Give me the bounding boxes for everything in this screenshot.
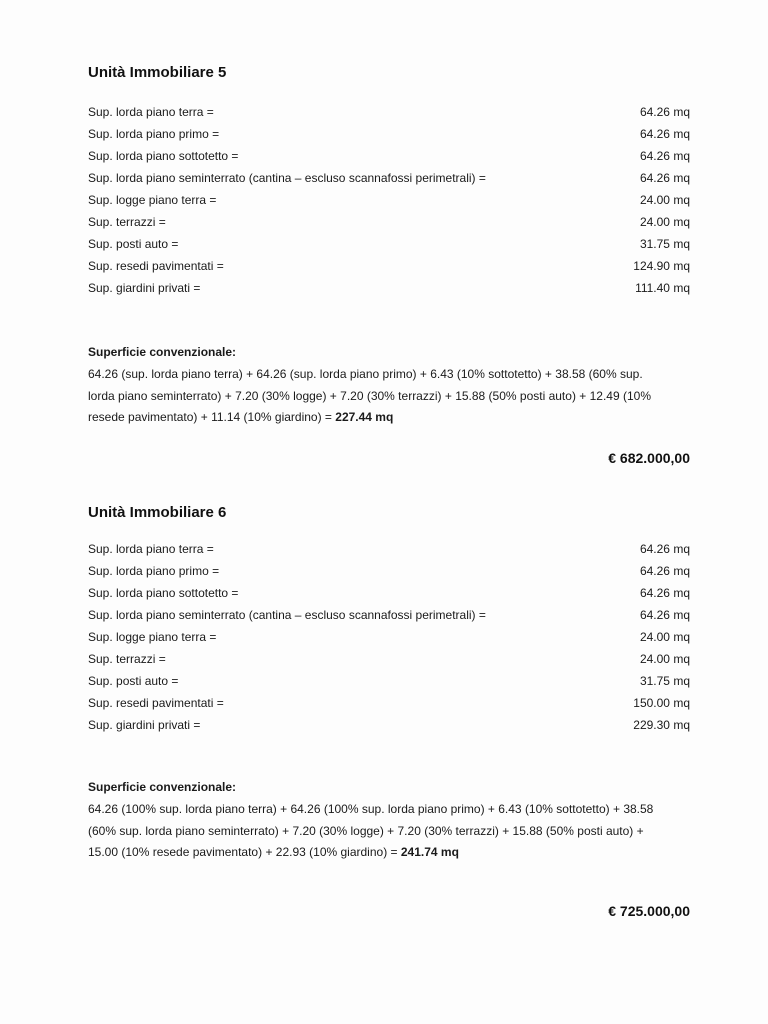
row-value: 64.26 mq [639, 127, 690, 141]
row-label: Sup. posti auto = [88, 674, 179, 688]
formula-line [88, 842, 698, 864]
row-value: 24.00 mq [639, 215, 690, 229]
row-label: Sup. terrazzi = [88, 652, 166, 666]
unit-5-row [88, 145, 690, 167]
unit-6-row [88, 538, 690, 560]
row-label: Sup. lorda piano seminterrato (cantina – escluso scannafossi perimetrali) = [88, 171, 486, 185]
unit-5-row [88, 189, 690, 211]
formula-line-text: 15.00 (10% resede pavimentato) + 22.93 (10% giardino) = [88, 845, 401, 859]
row-label: Sup. posti auto = [88, 237, 179, 251]
unit-5-row [88, 255, 690, 277]
unit-6-price: € 725.000,00 [608, 903, 690, 919]
unit-6-row [88, 670, 690, 692]
row-label: Sup. lorda piano primo = [88, 564, 220, 578]
unit-5-row [88, 123, 690, 145]
row-label: Sup. terrazzi = [88, 215, 166, 229]
formula-line [88, 407, 698, 429]
row-value: 124.90 mq [633, 259, 690, 273]
row-value: 64.26 mq [639, 586, 690, 600]
row-value: 150.00 mq [633, 696, 690, 710]
row-label: Sup. giardini privati = [88, 718, 201, 732]
unit-6-row [88, 692, 690, 714]
row-label: Sup. resedi pavimentati = [88, 259, 224, 273]
row-value: 31.75 mq [639, 237, 690, 251]
row-value: 64.26 mq [639, 105, 690, 119]
row-label: Sup. logge piano terra = [88, 193, 217, 207]
unit-5-row [88, 167, 690, 189]
unit-5-row [88, 277, 690, 299]
row-value: 229.30 mq [633, 718, 690, 732]
row-label: Sup. lorda piano terra = [88, 542, 214, 556]
unit-5-row [88, 211, 690, 233]
formula-line: 64.26 (sup. lorda piano terra) + 64.26 (sup. lorda piano primo) + 6.43 (10% sottotetto) + 38.58 (60% sup. [88, 367, 643, 381]
row-label: Sup. lorda piano terra = [88, 105, 214, 119]
row-label: Sup. lorda piano sottotetto = [88, 149, 239, 163]
unit-5-row [88, 101, 690, 123]
row-value: 111.40 mq [635, 281, 690, 295]
conv-total: 227.44 mq [335, 410, 394, 424]
unit-6-row [88, 714, 690, 736]
row-value: 31.75 mq [639, 674, 690, 688]
row-label: Sup. lorda piano seminterrato (cantina – escluso scannafossi perimetrali) = [88, 608, 486, 622]
row-value: 64.26 mq [639, 149, 690, 163]
unit-5-title: Unità Immobiliare 5 [88, 64, 227, 81]
row-value: 24.00 mq [639, 652, 690, 666]
unit-6-conv-title: Superficie convenzionale: [88, 780, 237, 794]
unit-6-row [88, 648, 690, 670]
row-label: Sup. resedi pavimentati = [88, 696, 224, 710]
row-label: Sup. giardini privati = [88, 281, 201, 295]
row-value: 64.26 mq [639, 608, 690, 622]
row-value: 64.26 mq [639, 542, 690, 556]
row-label: Sup. lorda piano sottotetto = [88, 586, 239, 600]
row-value: 64.26 mq [639, 564, 690, 578]
unit-6-row [88, 582, 690, 604]
unit-6-conv-formula [88, 799, 698, 864]
row-value: 24.00 mq [639, 630, 690, 644]
row-label: Sup. lorda piano primo = [88, 127, 220, 141]
formula-line: lorda piano seminterrato) + 7.20 (30% logge) + 7.20 (30% terrazzi) + 15.88 (50% posti auto) + 12.49 (10% [88, 388, 651, 403]
unit-6-row [88, 560, 690, 582]
unit-5-conv-formula [88, 364, 698, 429]
conv-total: 241.74 mq [400, 845, 459, 859]
row-value: 64.26 mq [639, 171, 690, 185]
unit-6-row [88, 626, 690, 648]
unit-5-conv-title: Superficie convenzionale: [88, 345, 237, 359]
unit-6-row [88, 604, 690, 626]
row-value: 24.00 mq [639, 193, 690, 207]
unit-6-title: Unità Immobiliare 6 [88, 504, 227, 521]
formula-line: 64.26 (100% sup. lorda piano terra) + 64.26 (100% sup. lorda piano primo) + 6.43 (10% sottotetto) + 38.58 [88, 802, 654, 816]
formula-line-text: resede pavimentato) + 11.14 (10% giardino) = [88, 410, 336, 424]
unit-5-row [88, 233, 690, 255]
formula-line: (60% sup. lorda piano seminterrato) + 7.20 (30% logge) + 7.20 (30% terrazzi) + 15.88 (50% posti auto) + [88, 823, 644, 838]
row-label: Sup. logge piano terra = [88, 630, 217, 644]
unit-5-price: € 682.000,00 [608, 450, 690, 466]
